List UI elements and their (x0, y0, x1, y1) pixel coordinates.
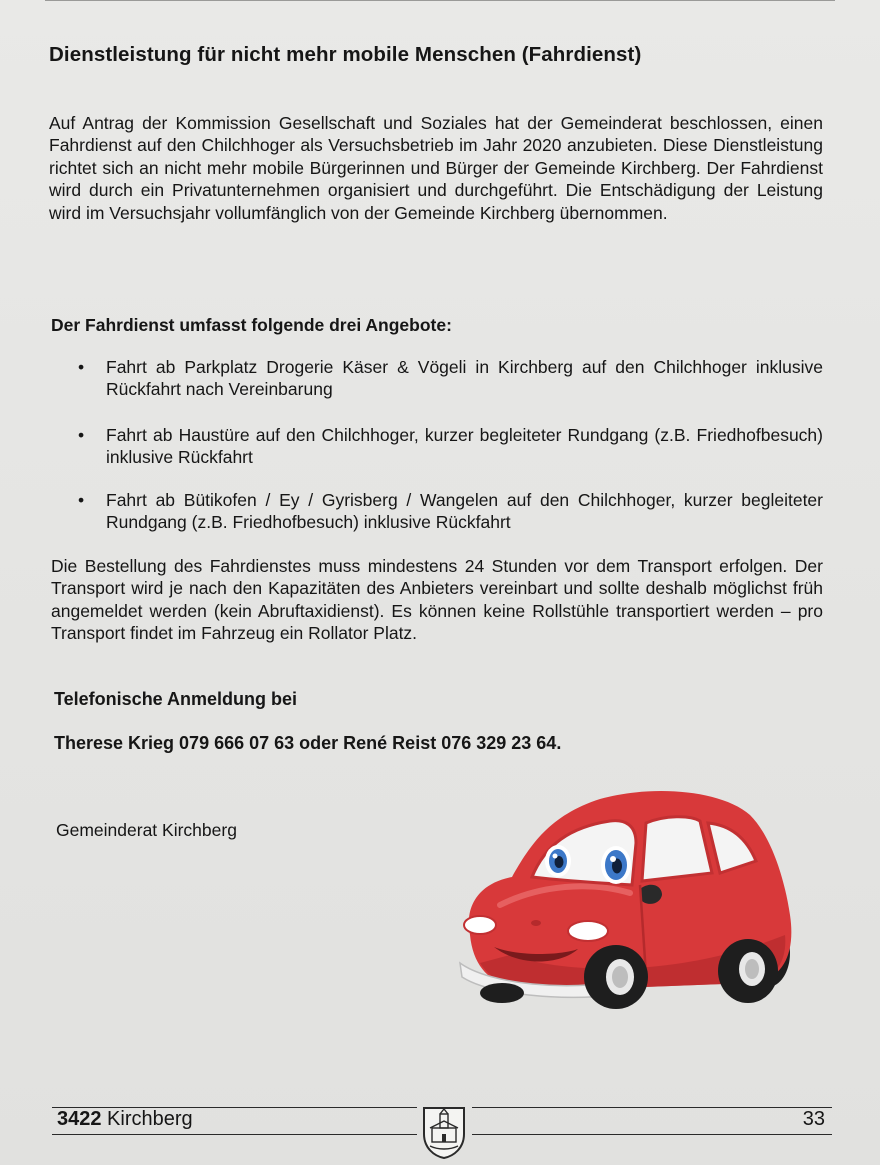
footer-divider (52, 1134, 417, 1135)
page-number: 33 (802, 1108, 825, 1130)
offer-text: Fahrt ab Haustüre auf den Chilchhoger, kurzer begleiteter Rundgang (z.B. Friedhofbesuch) inklusive Rückfahrt (106, 425, 823, 468)
offers-heading: Der Fahrdienst umfasst folgende drei Angebote: (51, 315, 452, 335)
left-headlight (464, 916, 496, 934)
intro-paragraph: Auf Antrag der Kommission Gesellschaft und Soziales hat der Gemeinderat beschlossen, einen Fahrdienst auf den Chilchhoger als Versuchsbetrieb im Jahr 2020 anzubieten. Diese Dienstleistung richtet sich an nicht mehr mobile Bürgerinnen und Bürger der Gemeinde Kirchberg. Der Fahrdienst wird durch ein Privatunternehmen organisiert und durchgeführt. Die Entschädigung der Leistung wird im Versuchsjahr vollumfänglich von der Gemeinde Kirchberg übernommen. (49, 113, 823, 223)
footer-town: Kirchberg (101, 1108, 193, 1130)
municipal-crest-icon (420, 1104, 468, 1160)
cartoon-car-illustration (450, 785, 800, 1025)
phone-heading: Telefonische Anmeldung bei (54, 689, 298, 709)
page-title: Dienstleistung für nicht mehr mobile Menschen (Fahrdienst) (49, 43, 642, 66)
top-divider (45, 0, 835, 1)
right-headlight (568, 921, 608, 941)
footer-divider (472, 1134, 832, 1135)
footer-location (57, 1108, 193, 1131)
offer-text: Fahrt ab Parkplatz Drogerie Käser & Vögeli in Kirchberg auf den Chilchhoger inklusive Rückfahrt nach Vereinbarung (106, 357, 823, 400)
footer-divider (472, 1107, 832, 1108)
offer-text: Fahrt ab Bütikofen / Ey / Gyrisberg / Wangelen auf den Chilchhoger, kurzer begleiteter Rundgang (z.B. Friedhofbesuch) inklusive Rückfahrt (106, 490, 823, 533)
side-window-front (642, 817, 712, 881)
bullet-icon: • (78, 357, 85, 377)
contact-line: Therese Krieg 079 666 07 63 oder René Reist 076 329 23 64. (54, 733, 562, 753)
signature: Gemeinderat Kirchberg (56, 820, 237, 840)
bullet-icon: • (78, 490, 85, 510)
ordering-paragraph: Die Bestellung des Fahrdienstes muss mindestens 24 Stunden vor dem Transport erfolgen. Der Transport wird je nach den Kapazitäten des Anbieters vereinbart und sollte deshalb möglichst früh angemeldet werden (kein Abruftaxidienst). Es können keine Rollstühle transportiert werden – pro Transport findet im Fahrzeug ein Rollator Platz. (51, 556, 823, 644)
bullet-icon: • (78, 425, 85, 445)
footer-postal-code: 3422 (57, 1108, 102, 1130)
